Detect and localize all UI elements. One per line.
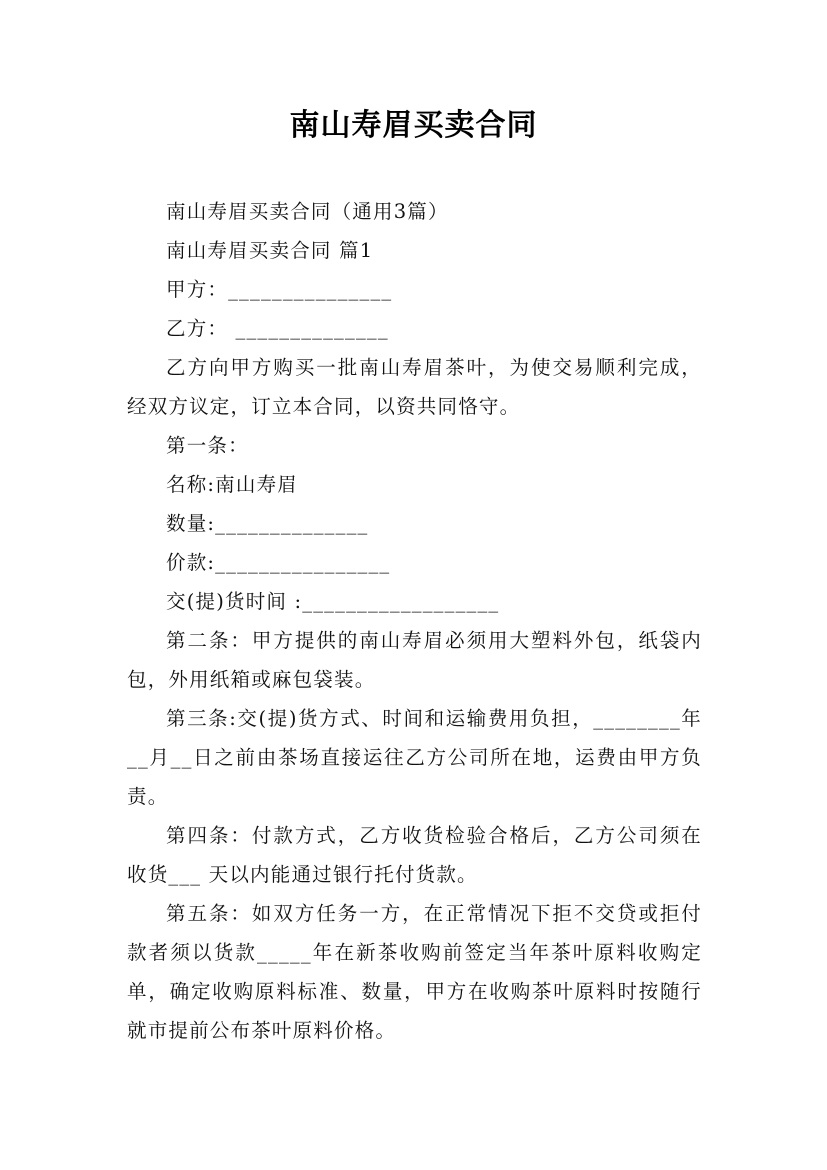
paragraph-subtitle: 南山寿眉买卖合同（通用3篇）	[166, 200, 449, 223]
document-title: 南山寿眉买卖合同	[289, 108, 538, 143]
paragraph-item-price: 价款:________________	[166, 551, 391, 574]
paragraph-article-4: 第四条：付款方式，乙方收货检验合格后，乙方公司须在收货___ 天以内能通过银行托付货款。	[127, 824, 702, 886]
paragraph-party-a: 甲方：_______________	[166, 278, 393, 301]
paragraph-article-1: 第一条：	[166, 434, 249, 457]
paragraph-article-3: 第三条:交(提)货方式、时间和运输费用负担，________年__月__日之前由茶场直接运往乙方公司所在地，运费由甲方负责。	[127, 707, 702, 808]
paragraph-item-name: 名称:南山寿眉	[166, 473, 298, 496]
paragraph-article-2: 第二条：甲方提供的南山寿眉必须用大塑料外包，纸袋内包，外用纸箱或麻包袋装。	[127, 629, 702, 691]
paragraph-preamble: 乙方向甲方购买一批南山寿眉茶叶，为使交易顺利完成，经双方议定，订立本合同，以资共同恪守。	[127, 356, 702, 418]
paragraph-article-5: 第五条：如双方任务一方，在正常情况下拒不交贷或拒付款者须以货款_____年在新茶收购前签定当年茶叶原料收购定单，确定收购原料标准、数量，甲方在收购茶叶原料时按随行就市提前公布茶叶原料价格。	[127, 902, 702, 1042]
document-body	[127, 192, 702, 1050]
paragraph-party-b: 乙方： ______________	[166, 317, 389, 340]
paragraph-section-heading: 南山寿眉买卖合同 篇1	[166, 239, 374, 262]
paragraph-item-delivery-time: 交(提)货时间 :__________________	[166, 590, 500, 613]
paragraph-item-quantity: 数量:______________	[166, 512, 369, 535]
